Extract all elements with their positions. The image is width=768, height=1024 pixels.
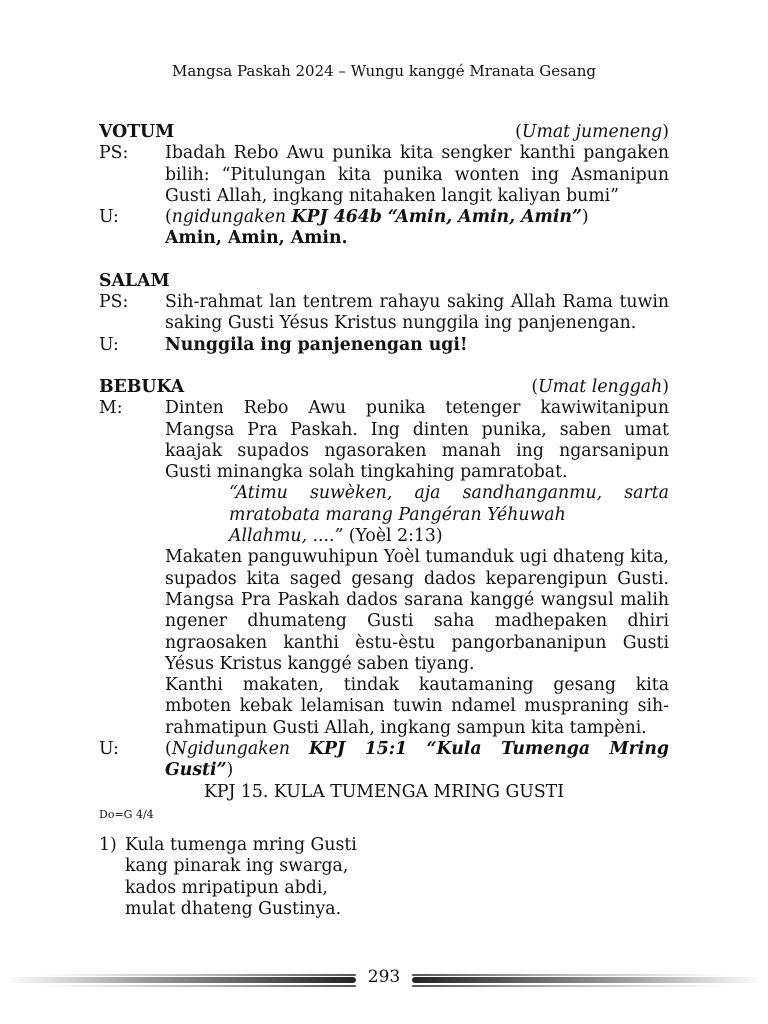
- verse-lines: [125, 835, 357, 920]
- votum-posture: (Umat jumeneng): [515, 122, 669, 142]
- verse-line: mulat dhateng Gustinya.: [125, 898, 342, 919]
- footer-rule-thin: [412, 974, 728, 976]
- bebuka-paragraph-3: Kanthi makaten, tindak kautamaning gesang kita mboten kebak lelamisan tuwin ndamel muspraning sih-rahmatipun Gusti Allah, ingkang sampun kita tampèni.: [165, 675, 669, 738]
- votum-ps-row: [99, 143, 669, 207]
- verse-line: kados mripatipun abdi,: [125, 877, 328, 898]
- salam-response: Nunggila ing panjenengan ugi!: [165, 334, 468, 355]
- votum-ps-text: Ibadah Rebo Awu punika kita sengker kanthi pangaken bilih: “Pitulungan kita punika wonten ing Asmanipun Gusti Allah, ingkang nitahaken langit kaliyan bumi”: [165, 143, 669, 206]
- votum-u-row: [99, 207, 669, 250]
- bebuka-posture: (Umat lenggah): [531, 376, 669, 397]
- u-label: U:: [99, 739, 119, 760]
- ps-label: PS:: [99, 143, 129, 164]
- page-footer: [0, 963, 768, 997]
- song-key: Do=G 4/4: [99, 807, 154, 821]
- quote-reference: (Yoèl 2:13): [343, 526, 443, 547]
- bebuka-u-row: [99, 739, 669, 782]
- liturgy-content: [99, 122, 669, 920]
- footer-rule-right: [412, 977, 762, 983]
- bebuka-u-text: (Ngidungaken KPJ 15:1 “Kula Tumenga Mring Gusti”): [165, 739, 669, 781]
- footer-rule-thin: [412, 985, 728, 987]
- salam-title: SALAM: [99, 270, 170, 291]
- bebuka-quote: [165, 483, 669, 547]
- page-number: 293: [367, 967, 401, 987]
- bebuka-title: BEBUKA: [99, 376, 185, 397]
- salam-ps-text: Sih-rahmat lan tentrem rahayu saking Allah Rama tuwin saking Gusti Yésus Kristus nunggila ing panjenengan.: [165, 292, 669, 334]
- song-verse: [99, 835, 669, 920]
- footer-rule-thin: [40, 974, 356, 976]
- footer-rule-thin: [40, 985, 356, 987]
- bebuka-m-row: [99, 398, 669, 739]
- song-title: KPJ 15. KULA TUMENGA MRING GUSTI: [203, 781, 565, 802]
- bebuka-paragraph-2: Makaten panguwuhipun Yoèl tumanduk ugi dhateng kita, supados kita saged gesang dados keparengipun Gusti. Mangsa Pra Paskah dados sarana kanggé wangsul malih ngener dhumateng Gusti saha madhepaken dhiri ngraosaken kanthi èstu-èstu pangorbananipun Gusti Yésus Kristus kanggé saben tiyang.: [165, 547, 669, 674]
- salam-u-row: [99, 335, 669, 356]
- verse-line: Kula tumenga mring Gusti: [125, 834, 357, 855]
- verse-number: 1): [99, 834, 117, 855]
- bebuka-paragraph-1: Dinten Rebo Awu punika tetenger kawiwitanipun Mangsa Pra Paskah. Ing dinten punika, saben umat kaajak supados ngasoraken manah ing ngarsanipun Gusti minangka solah tingkahing pamratobat.: [165, 398, 669, 483]
- bebuka-heading: [99, 377, 669, 398]
- footer-rule-left: [6, 977, 356, 983]
- votum-u-text: (ngidungaken KPJ 464b “Amin, Amin, Amin”) Amin, Amin, Amin.: [165, 207, 589, 249]
- votum-title: VOTUM: [99, 122, 175, 142]
- ps-label: PS:: [99, 292, 129, 313]
- page-header: Mangsa Paskah 2024 – Wungu kanggé Mranata Gesang: [172, 62, 596, 80]
- votum-response: Amin, Amin, Amin.: [165, 228, 348, 249]
- quote-text: “Atimu suwèken, aja sandhanganmu, sarta mratobata marang Pangéran Yéhuwah: [229, 483, 669, 525]
- salam-ps-row: [99, 292, 669, 335]
- quote-last: Allahmu, ....”: [229, 526, 344, 547]
- salam-heading: [99, 271, 669, 292]
- bebuka-m-body: [165, 398, 669, 739]
- votum-heading: [99, 122, 669, 143]
- verse-line: kang pinarak ing swarga,: [125, 856, 349, 877]
- m-label: M:: [99, 398, 123, 419]
- u-label: U:: [99, 207, 119, 228]
- u-label: U:: [99, 334, 119, 355]
